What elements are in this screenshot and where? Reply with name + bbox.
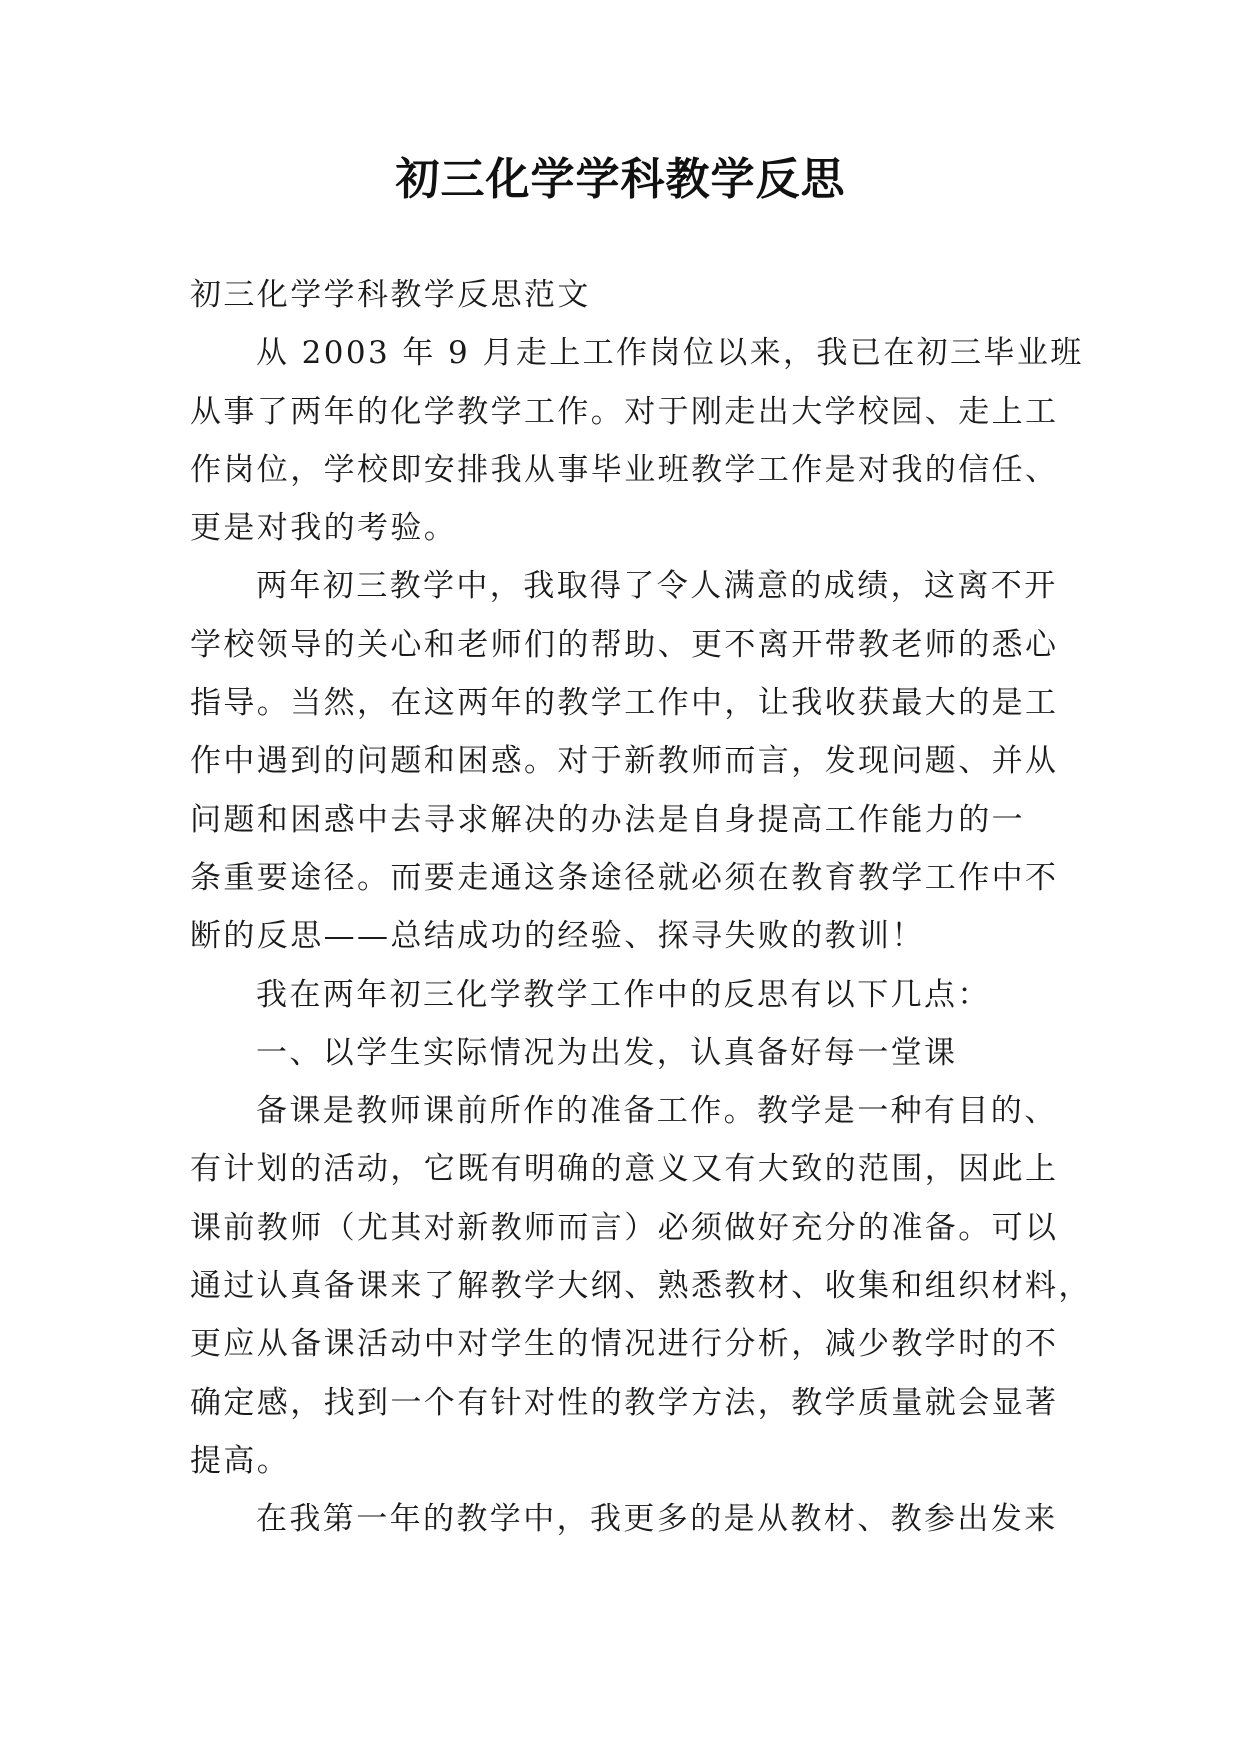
text-line: 备课是教师课前所作的准备工作。教学是一种有目的、 <box>256 1093 1058 1130</box>
text-line: 指导。当然，在这两年的教学工作中，让我收获最大的是工 <box>190 685 1059 722</box>
text-line: 课前教师（尤其对新教师而言）必须做好充分的准备。可以 <box>190 1209 1059 1246</box>
text-line: 提高。 <box>190 1442 291 1479</box>
text-line: 更应从备课活动中对学生的情况进行分析，减少教学时的不 <box>190 1326 1059 1363</box>
text-line: 在我第一年的教学中，我更多的是从教材、教参出发来 <box>256 1501 1058 1538</box>
text-line: 学校领导的关心和老师们的帮助、更不离开带教老师的悉心 <box>190 626 1059 663</box>
text-line: 两年初三教学中，我取得了令人满意的成绩，这离不开 <box>256 568 1058 605</box>
text-line: 一、以学生实际情况为出发，认真备好每一堂课 <box>256 1034 958 1071</box>
text-line: 作中遇到的问题和困惑。对于新教师而言，发现问题、并从 <box>190 743 1059 780</box>
text-line: 有计划的活动，它既有明确的意义又有大致的范围，因此上 <box>190 1151 1059 1188</box>
text-line: 通过认真备课来了解教学大纲、熟悉教材、收集和组织材料， <box>190 1268 1092 1305</box>
text-line: 条重要途径。而要走通这条途径就必须在教育教学工作中不 <box>190 859 1059 896</box>
text-line: 从事了两年的化学教学工作。对于刚走出大学校园、走上工 <box>190 393 1059 430</box>
text-line: 作岗位，学校即安排我从事毕业班教学工作是对我的信任、 <box>190 451 1059 488</box>
text-line: 更是对我的考验。 <box>190 510 458 547</box>
text-line: 初三化学学科教学反思范文 <box>190 277 591 313</box>
text-line: 从 2003 年 9 月走上工作岗位以来，我已在初三毕业班 <box>256 335 1084 372</box>
text-line: 断的反思——总结成功的经验、探寻失败的教训！ <box>190 918 925 955</box>
text-line: 确定感，找到一个有针对性的教学方法，教学质量就会显著 <box>190 1384 1059 1421</box>
text-line: 问题和困惑中去寻求解决的办法是自身提高工作能力的一 <box>190 801 1025 838</box>
document-body <box>190 266 1092 1549</box>
text-line: 我在两年初三化学教学工作中的反思有以下几点： <box>256 976 991 1013</box>
document-title: 初三化学学科教学反思 <box>395 154 846 205</box>
